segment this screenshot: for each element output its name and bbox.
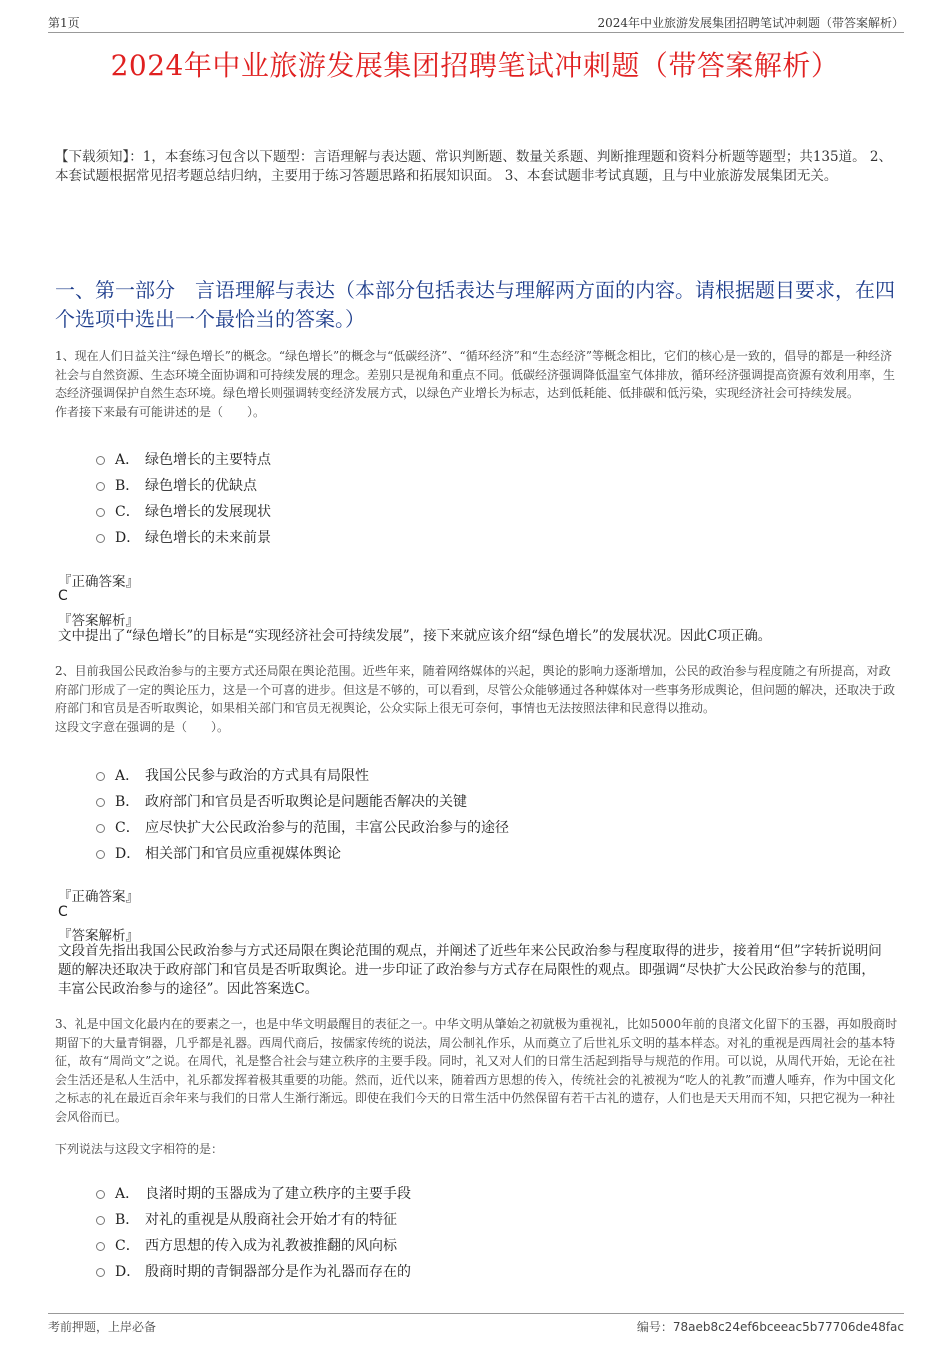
radio-icon[interactable]	[96, 534, 105, 543]
option-d[interactable]: D． 相关部门和官员应重视媒体舆论	[96, 840, 509, 866]
radio-icon[interactable]	[96, 1216, 105, 1225]
radio-icon[interactable]	[96, 1190, 105, 1199]
radio-icon[interactable]	[96, 824, 105, 833]
section-heading: 一、第一部分 言语理解与表达（本部分包括表达与理解两方面的内容。请根据题目要求，在四个选项中选出一个最恰当的答案。）	[55, 278, 895, 331]
question-prompt: 下列说法与这段文字相符的是：	[55, 1142, 224, 1156]
option-b[interactable]: B． 对礼的重视是从殷商社会开始才有的特征	[96, 1206, 411, 1232]
question-prompt: 这段文字意在强调的是（ ）。	[55, 719, 230, 734]
page-number: 第1页	[48, 16, 80, 30]
answer-analysis: 文段首先指出我国公民政治参与方式还局限在舆论范围的观点，并阐述了近些年来公民政治参与程度取得的进步，接着用“但”字转折说明问题的解决还取决于政府部门和官员是否听取舆论。进一步印证了政治参与方式存在局限性的观点。即强调“尽快扩大公民政治参与的范围，丰富公民政治参与的途径”。因此答案选C。	[58, 943, 882, 997]
option-a[interactable]: A． 良渚时期的玉器成为了建立秩序的主要手段	[96, 1180, 411, 1206]
option-a[interactable]: A． 我国公民参与政治的方式具有局限性	[96, 762, 509, 788]
download-notice: 【下载须知】：1，本套练习包含以下题型：言语理解与表达题、常识判断题、数量关系题、判断推理题和资料分析题等题型；共135道。 2、本套试题根据常见招考题总结归纳，主要用于练习答题思路和拓展知识面。 3、本套试题非考试真题，且与中业旅游发展集团无关。	[55, 149, 892, 184]
footer-slogan: 考前押题，上岸必备	[48, 1320, 157, 1334]
option-c[interactable]: C． 西方思想的传入成为礼教被推翻的风向标	[96, 1232, 411, 1258]
radio-icon[interactable]	[96, 508, 105, 517]
radio-icon[interactable]	[96, 482, 105, 491]
option-d[interactable]: D． 殷商时期的青铜器部分是作为礼器而存在的	[96, 1258, 411, 1284]
question-3	[55, 1015, 900, 1159]
page-header	[48, 14, 904, 33]
page-footer	[48, 1313, 904, 1336]
analysis-label: 『答案解析』	[58, 613, 139, 629]
question-2	[55, 662, 900, 736]
answer-analysis: 文中提出了“绿色增长”的目标是“实现经济社会可持续发展”，接下来就应该介绍“绿色增长”的发展状况。因此C项正确。	[58, 628, 772, 644]
radio-icon[interactable]	[96, 456, 105, 465]
radio-icon[interactable]	[96, 798, 105, 807]
correct-answer-label: 『正确答案』	[58, 889, 139, 905]
correct-answer-label: 『正确答案』	[58, 574, 139, 590]
question-stem: 2、目前我国公民政治参与的主要方式还局限在舆论范围。近些年来，随着网络媒体的兴起，舆论的影响力逐渐增加，公民的政治参与程度随之有所提高，对政府部门形成了一定的舆论压力，这是一个可喜的进步。但这是不够的，可以看到，尽管公众能够通过各种媒体对一些事务形成舆论，但问题的解决，还取决于政府部门和官员是否听取舆论，如果相关部门和官员无视舆论，公众实际上很无可奈何，事情也无法按照法律和民意得以推动。	[55, 664, 896, 715]
document-code: 编号：78aeb8c24ef6bceeac5b77706de48fac	[636, 1320, 904, 1334]
question-prompt: 作者接下来最有可能讲述的是（ ）。	[55, 404, 266, 419]
correct-answer: C	[58, 588, 68, 604]
correct-answer: C	[58, 904, 68, 920]
radio-icon[interactable]	[96, 850, 105, 859]
question-stem: 1、现在人们日益关注“绿色增长”的概念。“绿色增长”的概念与“低碳经济”、“循环经济”和“生态经济”等概念相比，它们的核心是一致的，倡导的都是一种经济社会与自然资源、生态环境全面协调和可持续发展的理念。差别只是视角和重点不同。低碳经济强调降低温室气体排放，循环经济强调提高资源有效利用率，生态经济强调保护自然生态环境。绿色增长则强调转变经济发展方式，以绿色产业增长为标志，达到低耗能、低排碳和低污染，实现经济社会可持续发展。	[55, 349, 896, 400]
question-1-options	[96, 446, 271, 550]
option-b[interactable]: B． 政府部门和官员是否听取舆论是问题能否解决的关键	[96, 788, 509, 814]
option-c[interactable]: C． 绿色增长的发展现状	[96, 498, 271, 524]
question-2-options	[96, 762, 509, 866]
analysis-label: 『答案解析』	[58, 928, 139, 944]
option-c[interactable]: C． 应尽快扩大公民政治参与的范围，丰富公民政治参与的途径	[96, 814, 509, 840]
header-doc-title: 2024年中业旅游发展集团招聘笔试冲刺题（带答案解析）	[597, 16, 904, 30]
question-stem: 3、礼是中国文化最内在的要素之一，也是中华文明最醒目的表征之一。中华文明从肇始之初就极为重视礼，比如5000年前的良渚文化留下的玉器，再如殷商时期留下的大量青铜器，几乎都是礼器。西周代商后，按儒家传统的说法，周公制礼作乐，从而奠立了后世礼乐文明的基本样态。对礼的重视是西周社会的基本特征，故有“周尚文”之说。在周代，礼是整合社会与建立秩序的主要手段。同时，礼又对人们的日常生活起到指导与规范的作用。可以说，从周代开始，无论在社会生活还是私人生活中，礼乐都发挥着极其重要的功能。然而，近代以来，随着西方思想的传入，传统社会的礼被视为“吃人的礼教”而遭人唾弃，作为中国文化之标志的礼在最近百余年来与我们的日常人生渐行渐远。即使在我们今天的日常生活中仍然保留有若干古礼的遗存，人们也是天天用而不知，只把它视为一种社会风俗而已。	[55, 1017, 898, 1124]
question-3-options	[96, 1180, 411, 1284]
radio-icon[interactable]	[96, 772, 105, 781]
question-1	[55, 347, 900, 421]
option-b[interactable]: B． 绿色增长的优缺点	[96, 472, 271, 498]
page-title: 2024年中业旅游发展集团招聘笔试冲刺题（带答案解析）	[110, 49, 840, 82]
radio-icon[interactable]	[96, 1242, 105, 1251]
option-d[interactable]: D． 绿色增长的未来前景	[96, 524, 271, 550]
option-a[interactable]: A． 绿色增长的主要特点	[96, 446, 271, 472]
radio-icon[interactable]	[96, 1268, 105, 1277]
